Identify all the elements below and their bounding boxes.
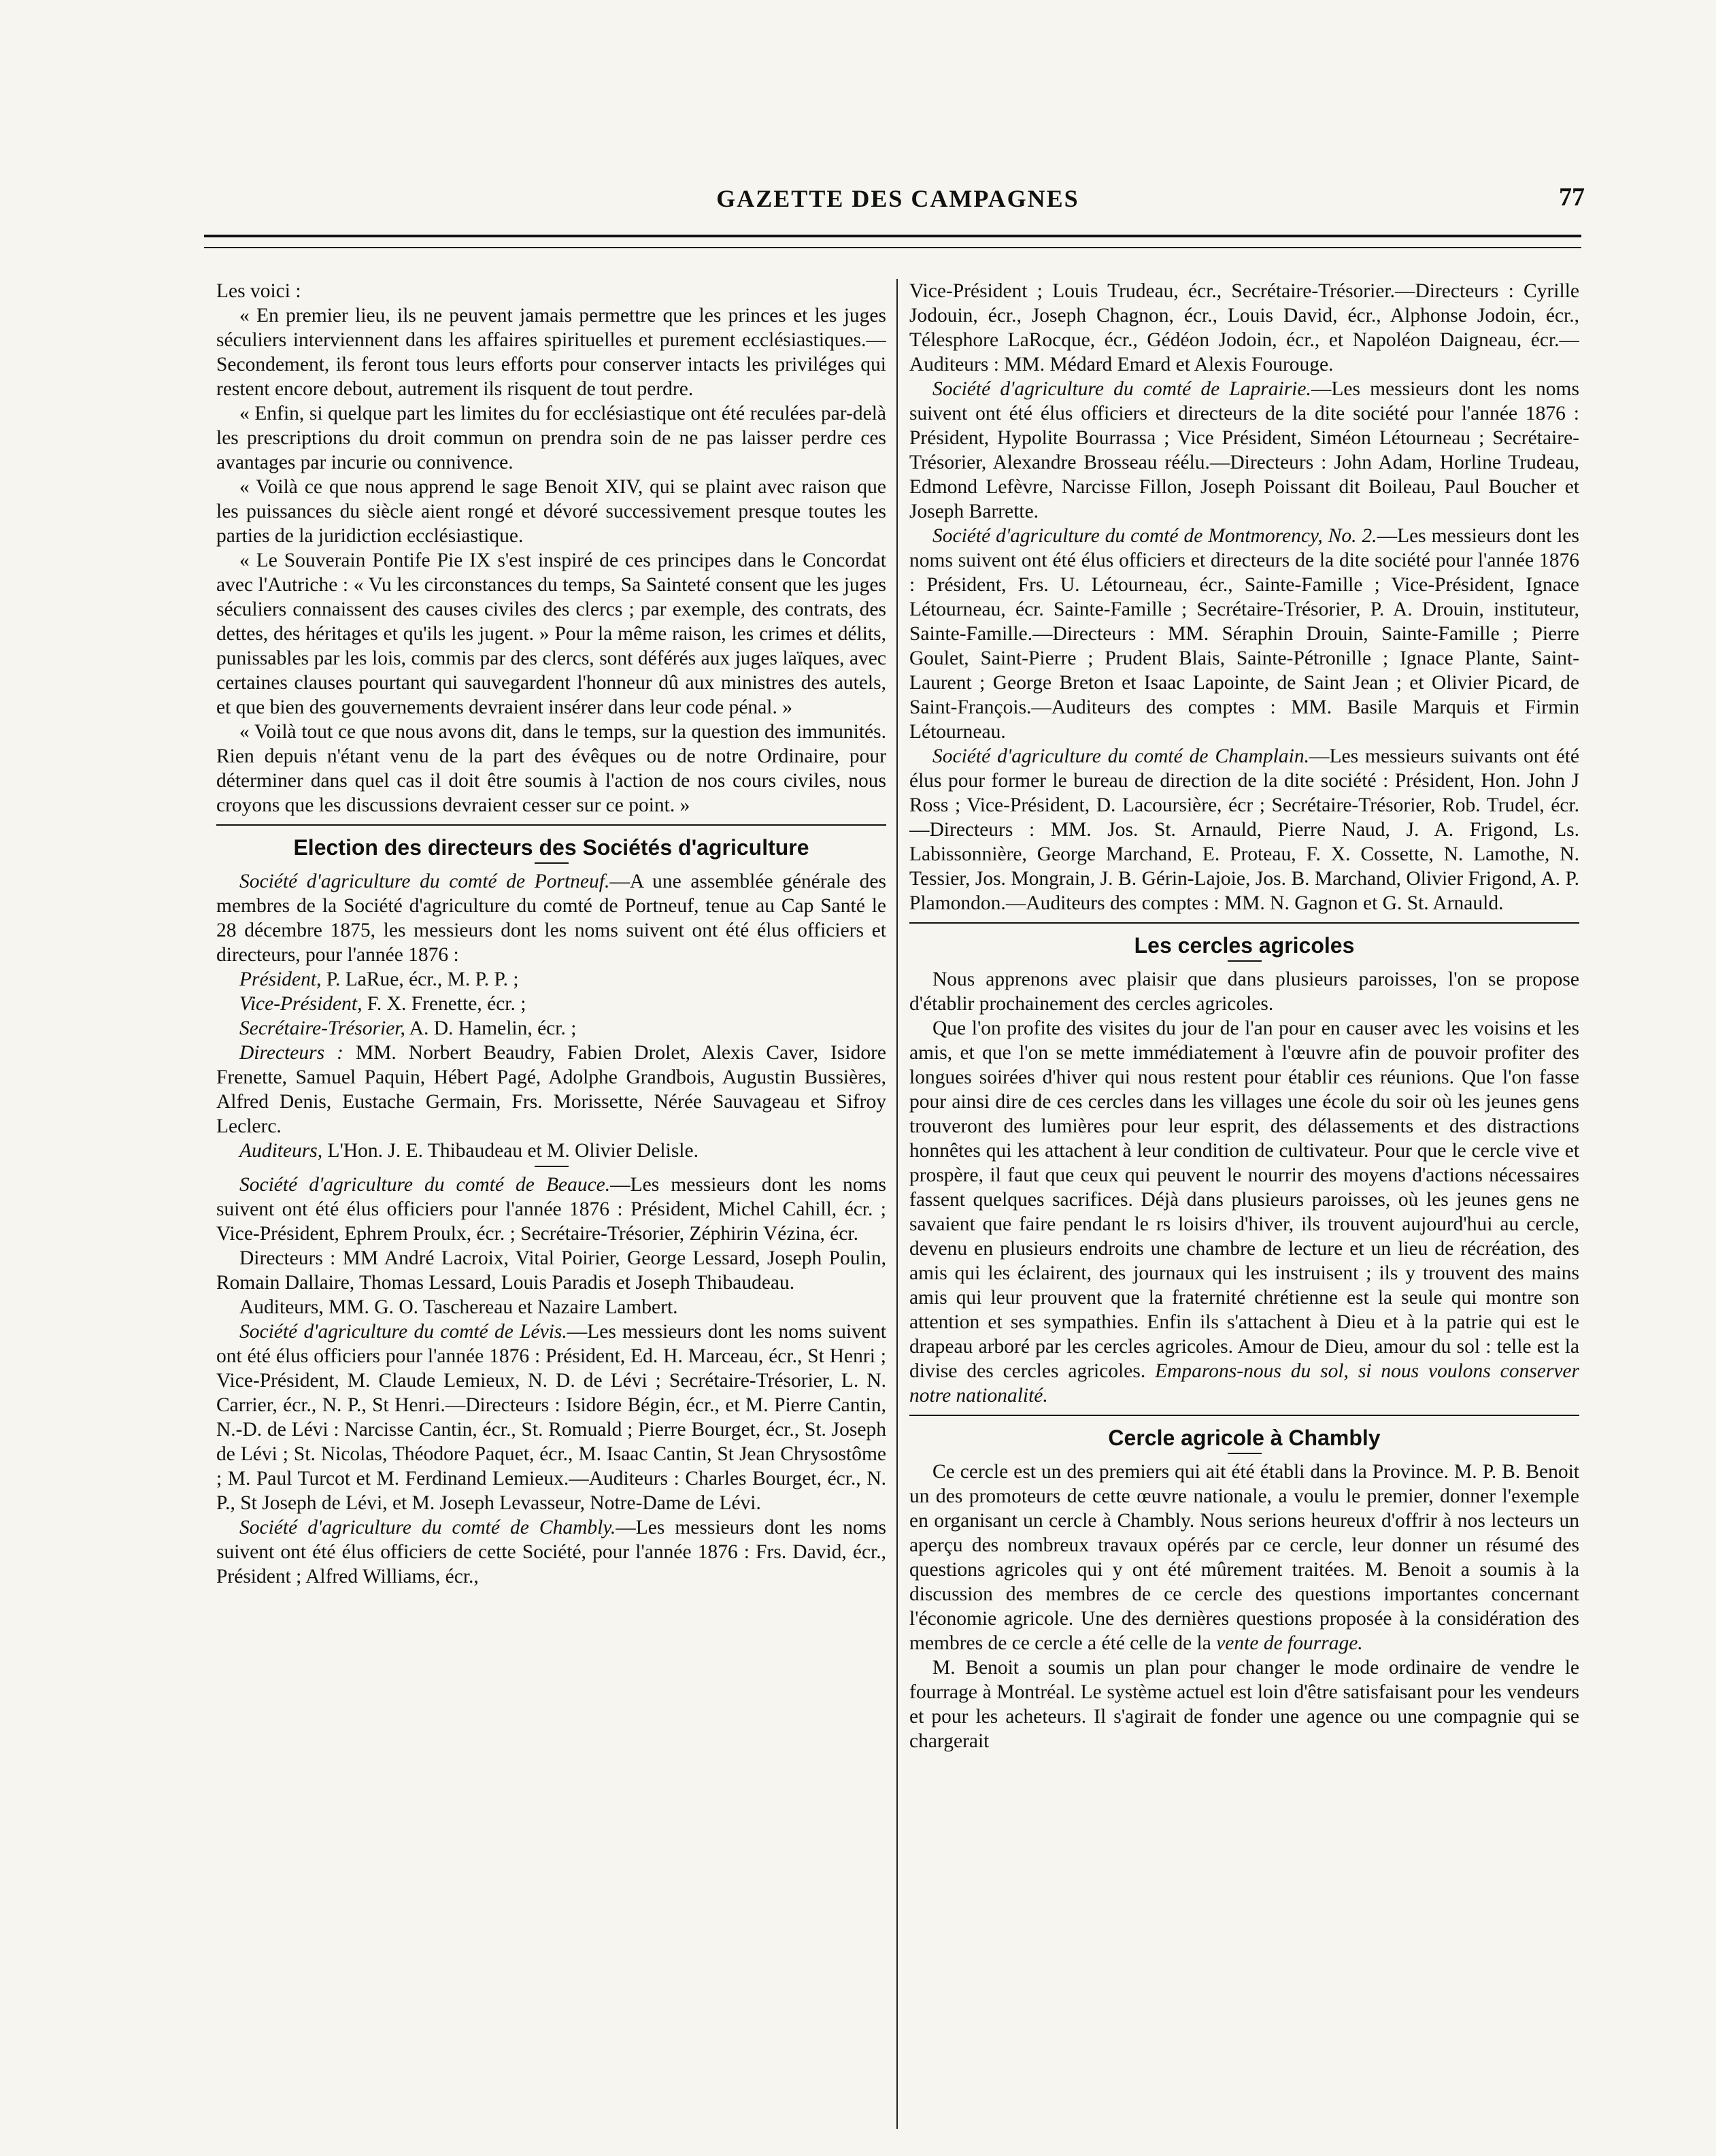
section-rule bbox=[909, 922, 1579, 924]
officer-label: Vice-Président, bbox=[239, 993, 363, 1015]
paragraph: Auditeurs, MM. G. O. Taschereau et Nazaire Lambert. bbox=[239, 1296, 678, 1318]
society-entry-montmorency bbox=[909, 524, 1579, 744]
society-body: —Les messieurs suivants ont été élus pour former le bureau de direction de la dite société : Président, Hon. John J Ross ; Vice-Président, D. Lacoursière, écr ; Secrétaire-Trésorier, Rob. Trudel, écr.—Directeurs : MM. Jos. St. Arnauld, Pierre Naud, J. A. Frigond, Ls. Labissonnière, George Marchand, E. Proteau, F. X. Cossette, N. Lamothe, N. Tessier, Jos. Mongrain, J. B. Gérin-Lajoie, Jos. B. Marchand, Olivier Frigond, A. P. Plamondon.—Auditeurs des comptes : MM. N. Gagnon et G. St. Arnauld. bbox=[909, 745, 1579, 914]
society-entry-laprairie bbox=[909, 377, 1579, 524]
society-name: Société d'agriculture du comté de Champlain. bbox=[932, 745, 1309, 767]
paragraph: « Voilà tout ce que nous avons dit, dans le temps, sur la question des immunités. Rien depuis n'étant venu de la part des évêques ou de notre Ordinaire, pour déterminer dans quel cas il doit être soumis à l'action de nos cours civiles, nous croyons que les discussions devraient cesser sur ce point. » bbox=[216, 721, 886, 816]
society-body: —Les messieurs dont les noms suivent ont été élus officiers et directeurs de la dite société pour l'année 1876 : Président, Hypolite Bourrassa ; Vice Président, Siméon Létourneau ; Secrétaire-Trésorier, Alexandre Brosseau réélu.—Directeurs : John Adam, Horline Trudeau, Edmond Lefèvre, Narcisse Fillon, Joseph Poissant dit Boileau, Paul Boucher et Joseph Barrette. bbox=[909, 378, 1579, 522]
section-rule bbox=[909, 1415, 1579, 1416]
heading-dash bbox=[1228, 960, 1262, 962]
heading-dash bbox=[1228, 1453, 1262, 1454]
header-rule bbox=[204, 235, 1581, 248]
officer-label: Directeurs : bbox=[239, 1042, 343, 1064]
officer-label: Président, bbox=[239, 968, 322, 990]
column-divider bbox=[896, 279, 898, 2129]
motto-text: Emparons-nous du sol, si nous voulons conserver notre nationalité. bbox=[909, 1360, 1579, 1407]
officer-line bbox=[216, 1016, 886, 1041]
officer-value: F. X. Frenette, écr. ; bbox=[362, 993, 526, 1015]
society-body: —Les messieurs dont les noms suivent ont été élus officiers pour l'année 1876 : Président, Ed. H. Marceau, écr., St Henri ; Vice-Président, M. Claude Lemieux, N. D. de Lévi ; Secrétaire-Trésorier, L. N. Carrier, écr., N. P., St Henri.—Directeurs : Isidore Bégin, écr., et M. Pierre Cantin, N.-D. de Lévi : Narcisse Cantin, écr., St. Romuald ; Pierre Bourget, écr., St. Joseph de Lévi ; St. Nicolas, Théodore Paquet, écr., M. Isaac Cantin, St Jean Chrysostôme ; M. Paul Turcot et M. Ferdinand Lemieux.—Auditeurs : Charles Bourget, écr., N. P., St Joseph de Lévi, et M. Joseph Levasseur, Notre-Dame de Lévi. bbox=[216, 1321, 886, 1514]
society-body: —Les messieurs dont les noms suivent ont été élus officiers pour l'année 1876 : Président, Michel Cahill, écr. ; Vice-Président, Ephrem Proulx, écr. ; Secrétaire-Trésorier, Zéphirin Vézina, écr. bbox=[216, 1174, 886, 1245]
emphasis-text: vente de fourrage. bbox=[1211, 1632, 1363, 1654]
section-heading-chambly: Cercle agricole à Chambly bbox=[1108, 1426, 1381, 1450]
society-name: Société d'agriculture du comté de Beauce. bbox=[239, 1174, 611, 1196]
officer-line bbox=[216, 1041, 886, 1139]
society-entry-beauce bbox=[216, 1173, 886, 1246]
page-number: 77 bbox=[1559, 183, 1585, 212]
officer-value: L'Hon. J. E. Thibaudeau et M. Olivier Delisle. bbox=[322, 1140, 699, 1162]
paragraph: « En premier lieu, ils ne peuvent jamais permettre que les princes et les juges séculiers interviennent dans les affaires spirituelles et purement ecclésiastiques.—Secondement, ils feront tous leurs efforts pour conserver intacts les priviléges qui restent encore debout, autrement ils risquent de tout perdre. bbox=[216, 305, 886, 400]
paragraph: Les voici : bbox=[216, 280, 301, 302]
right-column bbox=[909, 279, 1579, 2129]
officer-value: MM. Norbert Beaudry, Fabien Drolet, Alexis Caver, Isidore Frenette, Samuel Paquin, Hébert Pagé, Adolphe Grandbois, Augustin Bussières, Alfred Denis, Eustache Germain, Frs. Morissette, Nérée Sauvageau et Sifroy Leclerc. bbox=[216, 1042, 886, 1137]
page-header bbox=[211, 178, 1585, 219]
paragraph bbox=[909, 1460, 1579, 1655]
society-entry-champlain bbox=[909, 744, 1579, 915]
page-title: GAZETTE DES CAMPAGNES bbox=[716, 185, 1079, 212]
society-entry-portneuf bbox=[216, 869, 886, 967]
paragraph-text: Que l'on profite des visites du jour de l'an pour en causer avec les voisins et les amis, et que l'on se mette immédiatement à l'œuvre afin de pouvoir profiter des longues soirées d'hiver qui nous restent pour établir ces réunions. Que l'on fasse pour ainsi dire de ces cercles dans les villages une école du soir où les jeunes gens trouveront des lumières pour leur esprit, des délassements et des distractions honnêtes qui les attachent à leur condition de cultivateur. Pour que le cercle vive et prospère, il faut que ceux qui peuvent le nourrir des moyens d'actions nécessaires fassent quelques sacrifices. Déjà dans plusieurs paroisses, où les jeunes gens ne savaient que faire pendant le rs loisirs d'hiver, ils trouvent aujourd'hui au cercle, devenu en plusieurs endroits une chambre de lecture et un lieu de récréation, des amis qui les éclairent, des journaux qui les instruisent ; ils y trouvent des mains amis qui leur prouvent que la fraternité chrétienne est la seule qui montre son attention et ses sympathies. Enfin ils s'attachent à Dieu et à la patrie qui est le drapeau arboré par les cercles agricoles. Amour de Dieu, amour du sol : telle est la divise des cercles agricoles. bbox=[909, 1017, 1579, 1382]
society-body: —A une assemblée générale des membres de la Société d'agriculture du comté de Portneuf, tenue au Cap Santé le 28 décembre 1875, les messieurs dont les noms suivent ont été élus officiers et directeurs, pour l'année 1876 : bbox=[216, 871, 886, 966]
section-heading-cercles: Les cercles agricoles bbox=[1134, 933, 1355, 958]
officer-value: A. D. Hamelin, écr. ; bbox=[405, 1017, 577, 1039]
society-body: —Les messieurs dont les noms suivent ont été élus officiers de cette Société, pour l'année 1876 : Frs. David, écr., Président ; Alfred Williams, écr., bbox=[216, 1517, 886, 1587]
section-rule bbox=[216, 824, 886, 826]
society-name: Société d'agriculture du comté de Montmorency, No. 2. bbox=[932, 525, 1377, 547]
paragraph: « Enfin, si quelque part les limites du for ecclésiastique ont été reculées par-delà les prescriptions du droit commun on prendra soin de ne pas laisser perdre ces avantages par incurie ou connivence. bbox=[216, 403, 886, 473]
paragraph: M. Benoit a soumis un plan pour changer le mode ordinaire de vendre le fourrage à Montréal. Le système actuel est loin d'être satisfaisant pour les vendeurs et pour les acheteurs. Il s'agirait de fonder une agence ou une compagnie qui se chargerait bbox=[909, 1657, 1579, 1752]
society-entry-chambly bbox=[216, 1515, 886, 1589]
society-name: Société d'agriculture du comté de Portneuf. bbox=[239, 871, 610, 892]
paragraph: « Voilà ce que nous apprend le sage Benoit XIV, qui se plaint avec raison que les puissances du siècle aient rongé et dévoré successivement presque toutes les parties de la juridiction ecclésiastique. bbox=[216, 476, 886, 547]
officer-value: P. LaRue, écr., M. P. P. ; bbox=[321, 968, 519, 990]
left-column bbox=[216, 279, 886, 2129]
officer-line bbox=[216, 967, 886, 992]
society-entry-levis bbox=[216, 1319, 886, 1515]
society-name: Société d'agriculture du comté de Chambly. bbox=[239, 1517, 616, 1538]
paragraph bbox=[909, 1016, 1579, 1408]
entry-dash bbox=[535, 1166, 569, 1167]
section-heading-elections: Election des directeurs des Sociétés d'agriculture bbox=[293, 835, 809, 860]
paragraph: Nous apprenons avec plaisir que dans plusieurs paroisses, l'on se propose d'établir prochainement des cercles agricoles. bbox=[909, 968, 1579, 1015]
officer-label: Secrétaire-Trésorier, bbox=[239, 1017, 405, 1039]
society-name: Société d'agriculture du comté de Laprairie. bbox=[932, 378, 1311, 400]
heading-dash bbox=[535, 862, 569, 864]
paragraph-text: Ce cercle est un des premiers qui ait été établi dans la Province. M. P. B. Benoit un des promoteurs de cette œuvre nationale, a voulu le premier, donner l'exemple en organisant un cercle à Chambly. Nous serions heureux d'offrir à nos lecteurs un aperçu des nombreux travaux opérés par ce cercle, leur donner un résumé des questions agricoles qui y ont été mûrement traitées. M. Benoit a soumis à la discussion des membres de ce cercle des questions importantes concernant l'économie agricole. Une des dernières questions proposée à la considération des membres de ce cercle a été celle de la bbox=[909, 1461, 1579, 1654]
paragraph: Vice-Président ; Louis Trudeau, écr., Secrétaire-Trésorier.—Directeurs : Cyrille Jodouin, écr., Joseph Chagnon, écr., Louis David, écr., Alphonse Jodoin, écr., Télesphore LaRocque, écr., Gédéon Jodoin, écr., et Napoléon Daigneau, écr.—Auditeurs : MM. Médard Emard et Alexis Fourouge. bbox=[909, 280, 1579, 375]
society-name: Société d'agriculture du comté de Lévis. bbox=[239, 1321, 567, 1343]
officer-line bbox=[216, 992, 886, 1016]
paragraph: Directeurs : MM André Lacroix, Vital Poirier, George Lessard, Joseph Poulin, Romain Dallaire, Thomas Lessard, Louis Paradis et Joseph Thibaudeau. bbox=[216, 1247, 886, 1294]
officer-label: Auditeurs, bbox=[239, 1140, 323, 1162]
paragraph: « Le Souverain Pontife Pie IX s'est inspiré de ces principes dans le Concordat avec l'Autriche : « Vu les circonstances du temps, Sa Sainteté consent que les juges séculiers connaissent des causes civiles des clercs ; par exemple, des contrats, des dettes, des héritages et qu'ils les jugent. » Pour la même raison, les crimes et délits, punissables par les lois, commis par des clercs, sont déférés aux juges laïques, avec certaines clauses pourtant qui sauvegardent l'honneur dû aux ministres des autels, et que bien des gouvernements devraient insérer dans leur code pénal. » bbox=[216, 550, 886, 718]
officer-line bbox=[216, 1139, 886, 1163]
society-body: —Les messieurs dont les noms suivent ont été élus officiers et directeurs de la dite société pour l'année 1876 : Président, Frs. U. Létourneau, écr., Sainte-Famille ; Vice-Président, Ignace Létourneau, écr. Sainte-Famille ; Secrétaire-Trésorier, P. A. Drouin, instituteur, Sainte-Famille.—Directeurs : MM. Séraphin Drouin, Sainte-Famille ; Pierre Goulet, Saint-Pierre ; Prudent Blais, Sainte-Pétronille ; Ignace Plante, Saint-Laurent ; George Breton et Isaac Lapointe, de Saint Jean ; et Olivier Picard, de Saint-François.—Auditeurs des comptes : MM. Basile Marquis et Firmin Létourneau. bbox=[909, 525, 1579, 743]
